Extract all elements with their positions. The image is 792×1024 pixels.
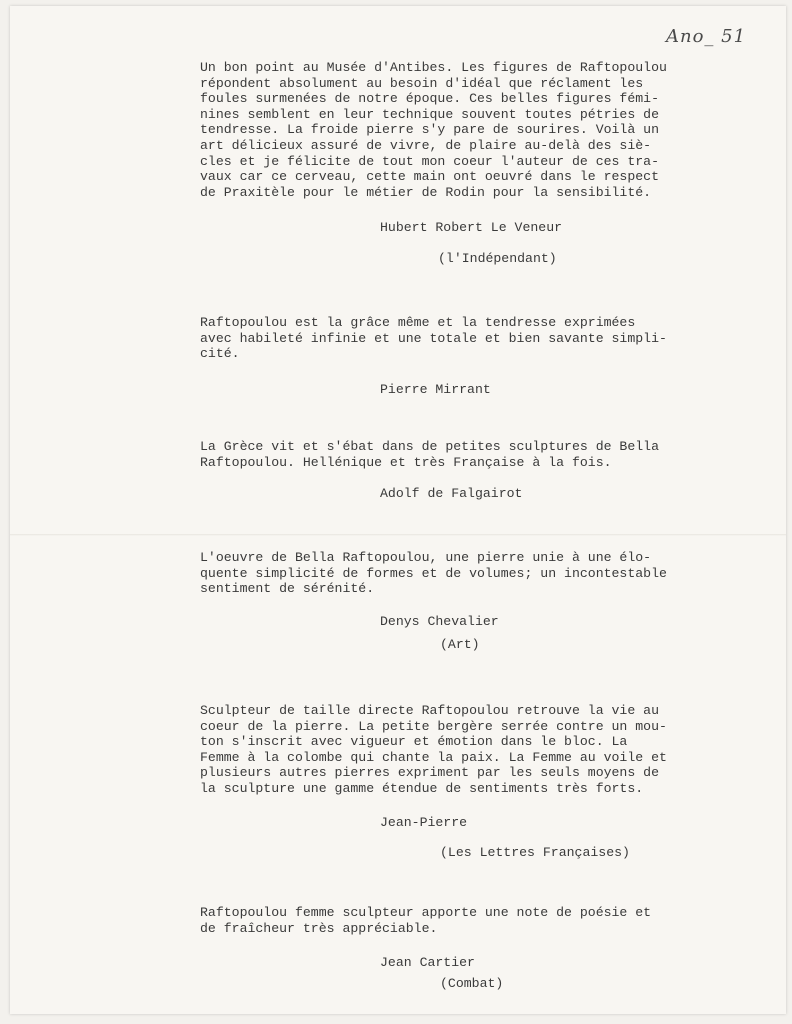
review-paragraph: L'oeuvre de Bella Raftopoulou, une pierre unie à une élo- quente simplicité de formes et de volumes; un incontestable sentiment de sérénité. (200, 550, 667, 597)
review-source: (Combat) (440, 976, 504, 991)
review-author: Hubert Robert Le Veneur (380, 220, 563, 235)
review-author: Denys Chevalier (380, 614, 499, 629)
review-author: Jean Cartier (380, 955, 475, 970)
review-source: (l'Indépendant) (438, 251, 557, 266)
review-source: (Art) (440, 637, 480, 652)
review-paragraph: Sculpteur de taille directe Raftopoulou retrouve la vie au coeur de la pierre. La petite bergère serrée contre un mou- ton s'inscrit avec vigueur et émotion dans le bloc. La Femme à la colombe qui chante la paix. La Femme au voile et plusieurs autres pierres expriment par les seuls moyens de la sculpture une gamme étendue de sentiments très forts. (200, 703, 667, 796)
review-author: Adolf de Falgairot (380, 486, 523, 501)
review-paragraph: Raftopoulou est la grâce même et la tendresse exprimées avec habileté infinie et une totale et bien savante simpli- cité. (200, 315, 667, 362)
review-author: Pierre Mirrant (380, 382, 491, 397)
page-number: Ano_ 51 (666, 26, 747, 47)
review-author: Jean-Pierre (380, 815, 468, 830)
review-source: (Les Lettres Françaises) (440, 845, 630, 860)
review-paragraph: La Grèce vit et s'ébat dans de petites sculptures de Bella Raftopoulou. Hellénique et très Française à la fois. (200, 439, 659, 470)
paper-fold (10, 534, 786, 536)
review-paragraph: Raftopoulou femme sculpteur apporte une note de poésie et de fraîcheur très appréciable. (200, 905, 652, 936)
review-paragraph: Un bon point au Musée d'Antibes. Les figures de Raftopoulou répondent absolument au besoin d'idéal que réclament les foules surmenées de notre époque. Ces belles figures fémi- nines semblent en leur technique souvent toutes pétries de tendresse. La froide pierre s'y pare de sourires. Voilà un art délicieux assuré de vivre, de plaire au-delà des siè- cles et je félicite de tout mon coeur l'auteur de ces tra- vaux car ce cerveau, cette main ont oeuvré dans le respect de Praxitèle pour le métier de Rodin pour la sensibilité. (200, 60, 667, 200)
